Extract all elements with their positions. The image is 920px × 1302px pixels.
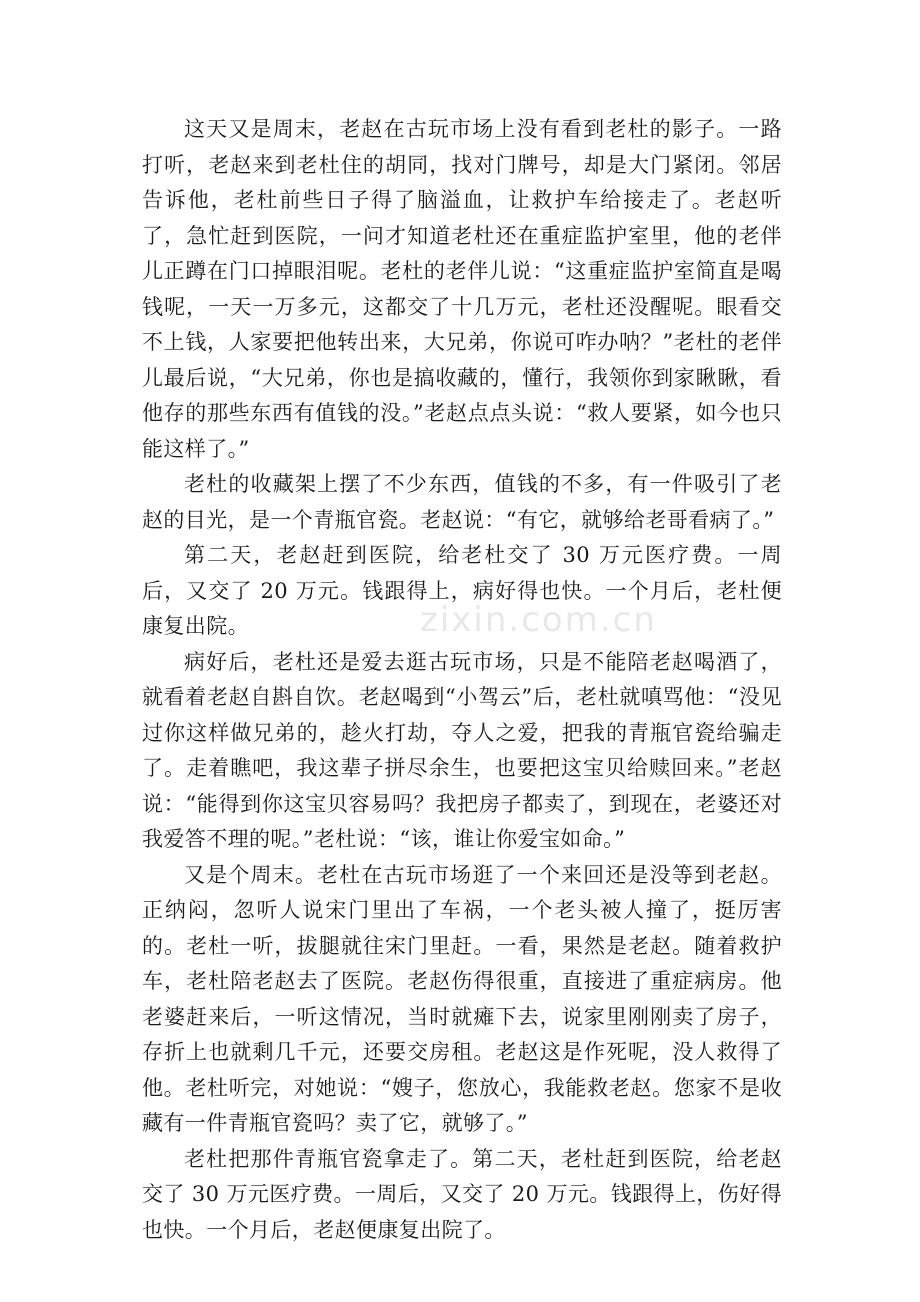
paragraph-1: 这天又是周末，老赵在古玩市场上没有看到老杜的影子。一路打听，老赵来到老杜住的胡同，找对门牌号，却是大门紧闭。邻居告诉他，老杜前些日子得了脑溢血，让救护车给接走了。老赵听了，急忙赶到医院，一问才知道老杜还在重症监护室里，他的老伴儿正蹲在门口掉眼泪呢。老杜的老伴儿说：“这重症监护室简直是喝钱呢，一天一万多元，这都交了十几万元，老杜还没醒呢。眼看交不上钱，人家要把他转出来，大兄弟，你说可咋办呐？”老杜的老伴儿最后说，“大兄弟，你也是搞收藏的，懂行，我领你到家瞅瞅，看他存的那些东西有值钱的没。”老赵点点头说：“救人要紧，如今也只能这样了。” <box>142 117 782 461</box>
document-body <box>142 112 782 1248</box>
paragraph-2: 老杜的收藏架上摆了不少东西，值钱的不多，有一件吸引了老赵的目光，是一个青瓶官瓷。老赵说：“有它，就够给老哥看病了。” <box>142 472 782 532</box>
watermark: zixin.com.cn <box>420 600 657 640</box>
paragraph-4: 病好后，老杜还是爱去逛古玩市场，只是不能陪老赵喝酒了，就看着老赵自斟自饮。老赵喝到“小驾云”后，老杜就嗔骂他：“没见过你这样做兄弟的，趁火打劫，夺人之爱，把我的青瓶官瓷给骗走了。走着瞧吧，我这辈子拼尽余生，也要把这宝贝给赎回来。”老赵说：“能得到你这宝贝容易吗？我把房子都卖了，到现在，老婆还对我爱答不理的呢。”老杜说：“该，谁让你爱宝如命。” <box>142 649 782 851</box>
paragraph-6: 老杜把那件青瓶官瓷拿走了。第二天，老杜赶到医院，给老赵交了 30 万元医疗费。一周后，又交了 20 万元。钱跟得上，伤好得也快。一个月后，老赵便康复出院了。 <box>142 1146 782 1242</box>
paragraph-3: 第二天，老赵赶到医院，给老杜交了 30 万元医疗费。一周后，又交了 20 万元。钱跟得上，病好得也快。一个月后，老杜便康复出院。 <box>142 543 782 638</box>
paragraph-5: 又是个周末。老杜在古玩市场逛了一个来回还是没等到老赵。正纳闷，忽听人说宋门里出了车祸，一个老头被人撞了，挺厉害的。老杜一听，拔腿就往宋门里赶。一看，果然是老赵。随着救护车，老杜陪老赵去了医院。老赵伤得很重，直接进了重症病房。他老婆赶来后，一听这情况，当时就瘫下去，说家里刚刚卖了房子，存折上也就剩几千元，还要交房租。老赵这是作死呢，没人救得了他。老杜听完，对她说：“嫂子，您放心，我能救老赵。您家不是收藏有一件青瓶官瓷吗？卖了它，就够了。” <box>142 862 782 1135</box>
